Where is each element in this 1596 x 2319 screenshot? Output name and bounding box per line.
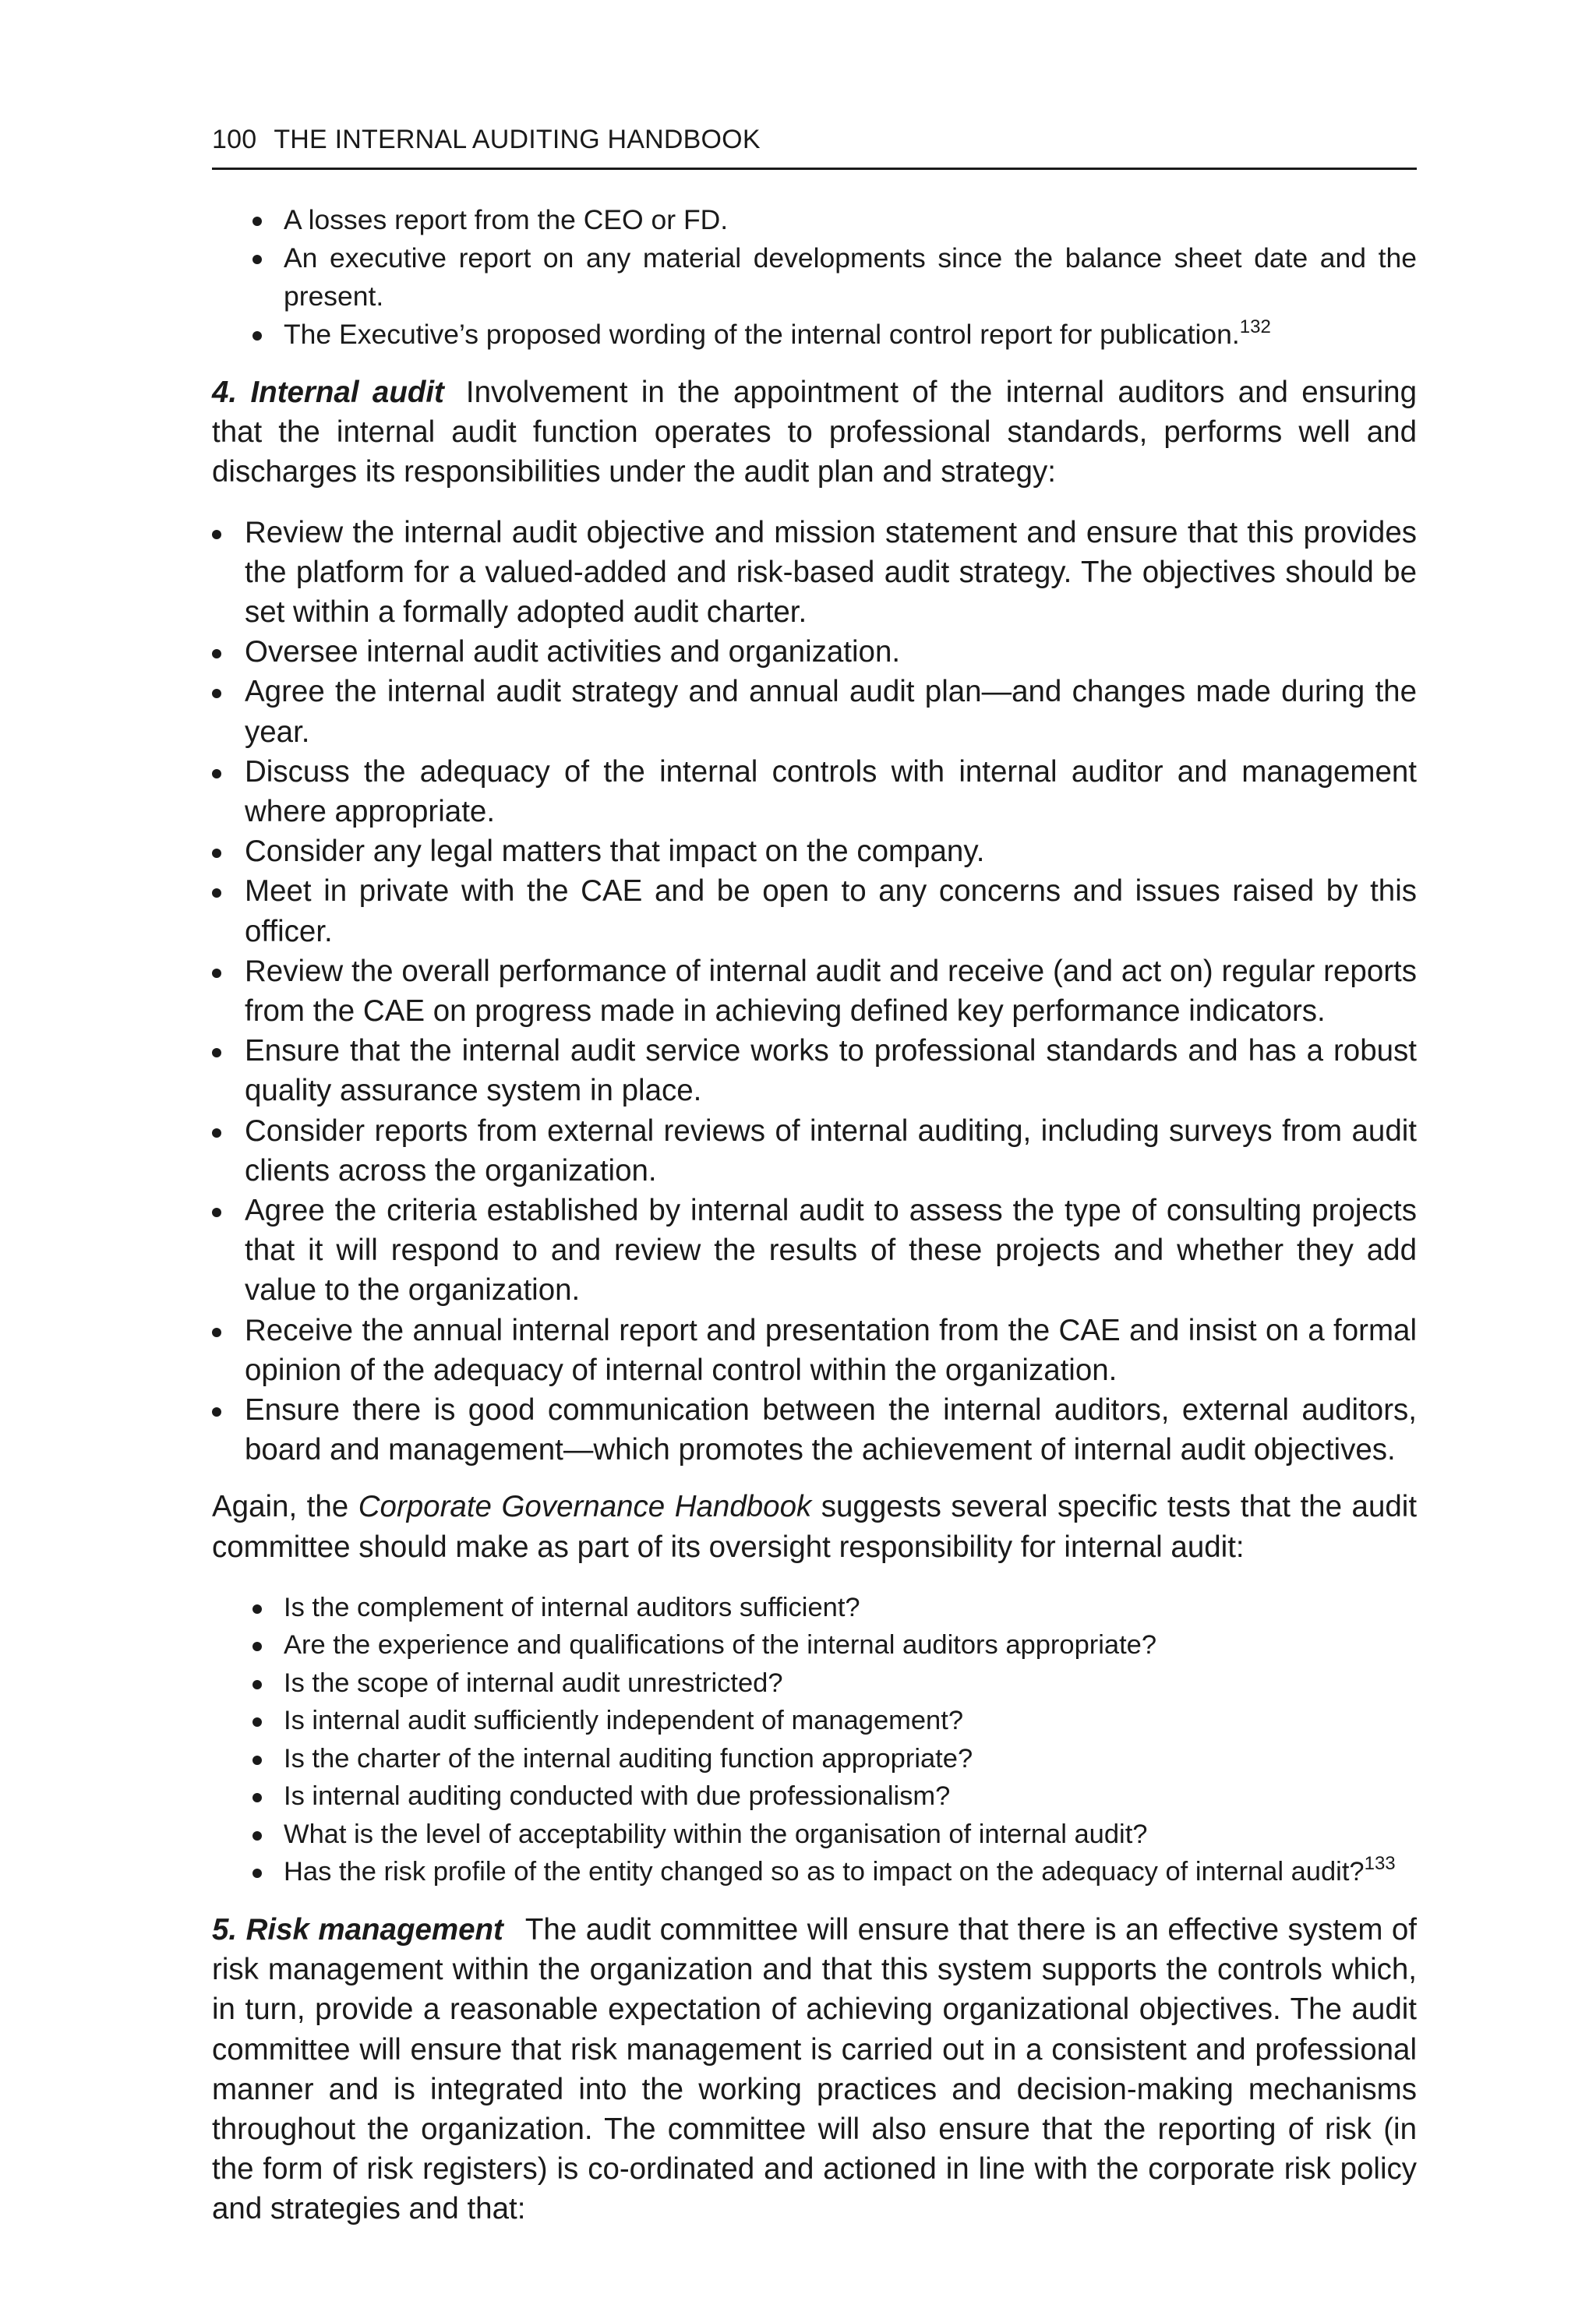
paragraph-text: suggests several specific tests that the audit committee should make as part of its oversight responsibility for internal audit: [212, 1490, 1418, 1564]
list-item-text: Has the risk profile of the entity changed so as to impact on the adequacy of internal audit? [284, 1857, 1365, 1887]
list-item-text: The Executive’s proposed wording of the internal control report for publication. [284, 319, 1240, 350]
list-item: Ensure that the internal audit service works to professional standards and has a robust quality assurance system in place. [245, 1031, 1417, 1110]
paragraph-text: Again, the [212, 1490, 358, 1524]
oversight-tests-list [212, 1589, 1417, 1891]
section-internal-audit [212, 372, 1417, 492]
page-content [212, 201, 1417, 2229]
again-paragraph [212, 1487, 1417, 1566]
list-item: Is the scope of internal audit unrestricted? [284, 1664, 1417, 1703]
list-item: A losses report from the CEO or FD. [284, 201, 1417, 239]
list-item: An executive report on any material developments since the balance sheet date and the present. [284, 239, 1417, 316]
list-item: Review the overall performance of internal audit and receive (and act on) regular reports from the CAE on progress made in achieving defined key performance indicators. [245, 951, 1417, 1031]
section-risk-management [212, 1910, 1417, 2229]
list-item: What is the level of acceptability within the organisation of internal audit? [284, 1816, 1417, 1854]
footnote-ref: 132 [1239, 316, 1271, 337]
book-title-italic: Corporate Governance Handbook [358, 1490, 812, 1524]
section-body: The audit committee will ensure that there is an effective system of risk management within the organization and that this system supports the controls which, in turn, provide a reasonable expectation of achieving organizational objectives. The audit committee will ensure that risk management is carried out in a consistent and professional manner and is integrated into the working practices and decision-making mechanisms throughout the organization. The committee will also ensure that the reporting of risk (in the form of risk registers) is co-ordinated and actioned in line with the corporate risk policy and strategies and that: [212, 1912, 1418, 2226]
list-item: Meet in private with the CAE and be open to any concerns and issues raised by this officer. [245, 871, 1417, 951]
list-item: Review the internal audit objective and mission statement and ensure that this provides the platform for a valued-added and risk-based audit strategy. The objectives should be set within a formally adopted audit charter. [245, 513, 1417, 633]
list-item: Discuss the adequacy of the internal controls with internal auditor and management where appropriate. [245, 752, 1417, 831]
section-heading: 5. Risk management [212, 1912, 503, 1947]
list-item: Ensure there is good communication between the internal auditors, external auditors, board and management—which promotes the achievement of internal audit objectives. [245, 1390, 1417, 1470]
list-item: Is internal audit sufficiently independent of management? [284, 1702, 1417, 1740]
footnote-ref: 133 [1364, 1853, 1396, 1875]
list-item: Is the complement of internal auditors sufficient? [284, 1589, 1417, 1627]
section-heading: 4. Internal audit [212, 376, 444, 409]
board-reports-list [212, 201, 1417, 354]
list-item [284, 316, 1417, 354]
list-item: Are the experience and qualifications of the internal auditors appropriate? [284, 1626, 1417, 1664]
running-head [212, 122, 1417, 170]
page-number: 100 [212, 125, 257, 154]
internal-audit-responsibilities-list [212, 513, 1417, 1470]
list-item: Consider reports from external reviews of internal auditing, including surveys from audit clients across the organization. [245, 1111, 1417, 1191]
list-item: Agree the criteria established by internal audit to assess the type of consulting projects that it will respond to and review the results of these projects and whether they add value to the organization. [245, 1191, 1417, 1311]
list-item [284, 1853, 1417, 1891]
list-item: Agree the internal audit strategy and annual audit plan—and changes made during the year. [245, 672, 1417, 751]
list-item: Oversee internal audit activities and organization. [245, 632, 1417, 672]
list-item: Is internal auditing conducted with due professionalism? [284, 1777, 1417, 1816]
book-title-header: THE INTERNAL AUDITING HANDBOOK [274, 125, 761, 154]
list-item: Receive the annual internal report and presentation from the CAE and insist on a formal opinion of the adequacy of internal control within the organization. [245, 1311, 1417, 1390]
list-item: Is the charter of the internal auditing function appropriate? [284, 1740, 1417, 1778]
section-body: Involvement in the appointment of the internal auditors and ensuring that the internal audit function operates to professional standards, performs well and discharges its responsibilities under the audit plan and strategy: [212, 376, 1417, 489]
list-item: Consider any legal matters that impact on the company. [245, 831, 1417, 871]
